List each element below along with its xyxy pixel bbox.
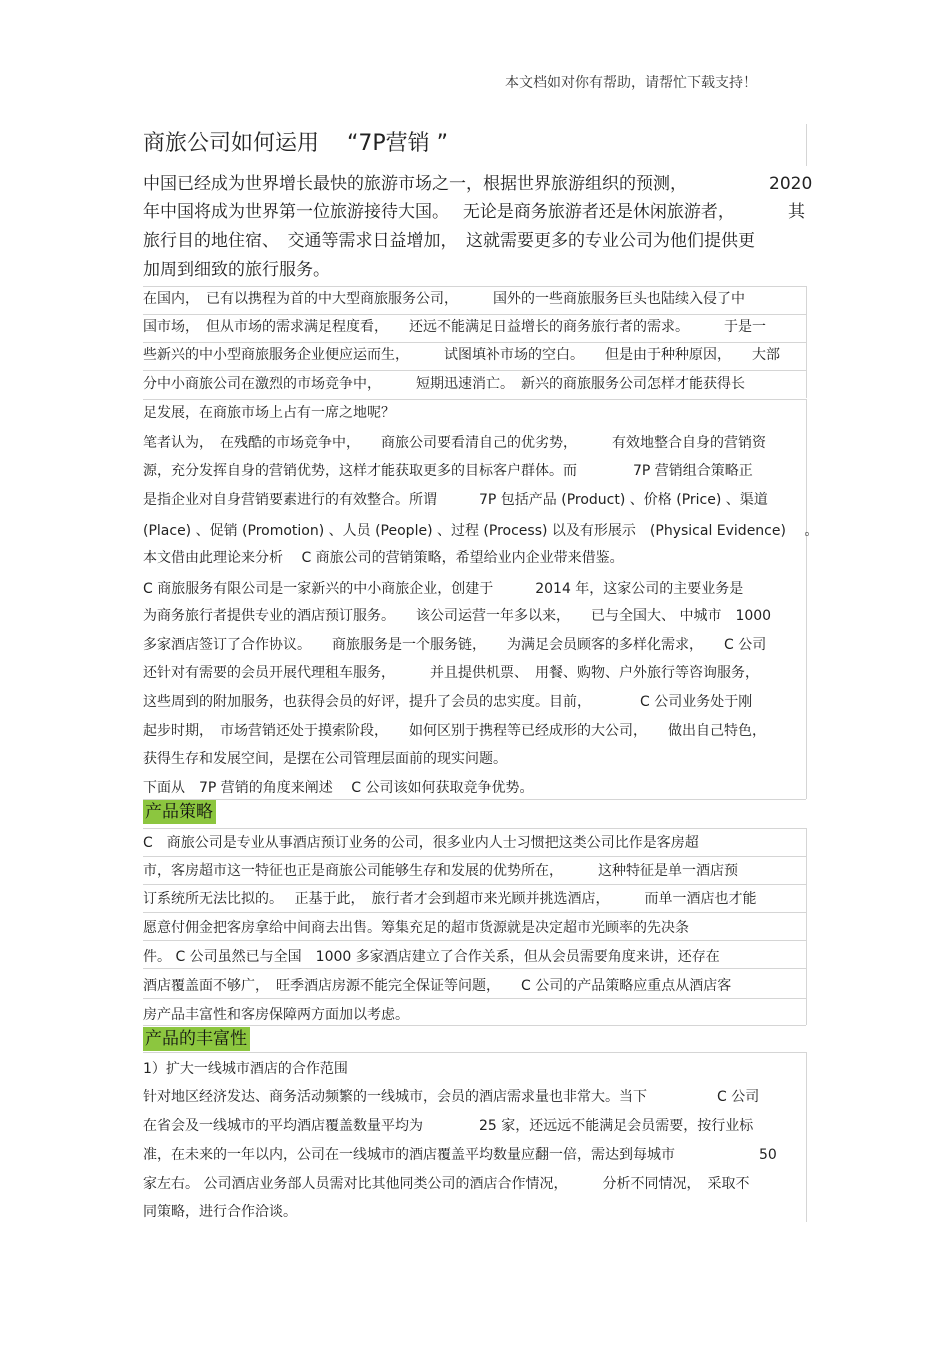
header-note: 本文档如对你有帮助，请帮忙下载支持！	[505, 75, 757, 91]
intro-line: 中国已经成为世界增长最快的旅游市场之一，根据世界旅游组织的预测，	[143, 174, 687, 194]
paragraph-line: 市，客房超市这一特征也正是商旅公司能够生存和发展的优势所在， 这种特征是单一酒店预	[143, 863, 738, 879]
paragraph-line: 这些周到的附加服务，也获得会员的好评，提升了会员的忠实度。目前， C 公司业务处于刚	[143, 694, 753, 710]
paragraph-line: 笔者认为， 在残酷的市场竞争中， 商旅公司要看清自己的优劣势， 有效地整合自身的营销资	[143, 435, 766, 451]
intro-line: 旅行目的地住宿、 交通等需求日益增加， 这就需要更多的专业公司为他们提供更	[143, 231, 755, 251]
paragraph-line: 本文借由此理论来分析 C 商旅公司的营销策略，希望给业内企业带来借鉴。	[143, 550, 624, 566]
section-heading: 产品策略	[143, 800, 216, 824]
paragraph-line: 针对地区经济发达、商务活动频繁的一线城市，会员的酒店需求量也非常大。当下 C 公司	[143, 1089, 760, 1105]
paragraph-line: 房产品丰富性和客房保障两方面加以考虑。	[143, 1007, 409, 1023]
table-border	[806, 399, 807, 799]
table-border	[143, 828, 806, 829]
table-border	[143, 968, 806, 969]
table-border	[143, 314, 806, 315]
paragraph-line: 家左右。 公司酒店业务部人员需对比其他同类公司的酒店合作情况， 分析不同情况， 采取不	[143, 1176, 750, 1192]
table-border	[143, 998, 806, 999]
paragraph-line: 国市场， 但从市场的需求满足程度看， 还远不能满足日益增长的商务旅行者的需求。 于是一	[143, 319, 766, 335]
paragraph-line: 源，充分发挥自身的营销优势，这样才能获取更多的目标客户群体。而 7P 营销组合策略正	[143, 463, 753, 479]
table-border	[806, 124, 807, 166]
paragraph-line: 在省会及一线城市的平均酒店覆盖数量平均为 25 家，还远远不能满足会员需要，按行业标	[143, 1118, 754, 1134]
paragraph-line: 同策略，进行合作洽谈。	[143, 1204, 297, 1220]
paragraph-line: 愿意付佣金把客房拿给中间商去出售。筹集充足的超市货源就是决定超市光顾率的先决条	[143, 920, 689, 936]
title-main: 商旅公司如何运用	[143, 131, 320, 156]
paragraph-line: 足发展，在商旅市场上占有一席之地呢？	[143, 405, 395, 421]
table-border	[143, 1052, 806, 1053]
table-border	[806, 286, 807, 398]
paragraph-line: 还针对有需要的会员开展代理租车服务， 并且提供机票、 用餐、购物、户外旅行等咨询服务，	[143, 665, 759, 681]
table-border	[143, 342, 806, 343]
intro-line: 加周到细致的旅行服务。	[143, 260, 330, 280]
intro-line-end: 2020	[769, 174, 813, 194]
paragraph-line: 多家酒店签订了合作协议。 商旅服务是一个服务链， 为满足会员顾客的多样化需求， C 公司	[143, 637, 767, 653]
paragraph-line: 起步时期， 市场营销还处于摸索阶段， 如何区别于携程等已经成形的大公司， 做出自己特色，	[143, 723, 766, 739]
paragraph-line: 获得生存和发展空间，是摆在公司管理层面前的现实问题。	[143, 751, 507, 767]
title-quote: “7P营销 ”	[347, 131, 449, 156]
table-border	[143, 856, 806, 857]
paragraph-line: 下面从 7P 营销的角度来阐述 C 公司该如何获取竞争优势。	[143, 780, 534, 796]
paragraph-line: 1）扩大一线城市酒店的合作范围	[143, 1061, 348, 1077]
paragraph-line: 件。 C 公司虽然已与全国 1000 多家酒店建立了合作关系，但从会员需要角度来讲，还存在	[143, 949, 720, 965]
paragraph-line: C 商旅公司是专业从事酒店预订业务的公司，很多业内人士习惯把这类公司比作是客房超	[143, 835, 699, 851]
intro-line: 年中国将成为世界第一位旅游接待大国。 无论是商务旅游者还是休闲旅游者，	[143, 202, 735, 222]
table-border	[143, 912, 806, 913]
table-border	[143, 1025, 806, 1026]
table-border	[143, 370, 806, 371]
intro-line-end: 其	[788, 202, 805, 222]
paragraph-line: 是指企业对自身营销要素进行的有效整合。所谓 7P 包括产品 (Product) 、价格 (Price) 、渠道	[143, 492, 768, 508]
document-title	[143, 126, 448, 157]
paragraph-line: 在国内， 已有以携程为首的中大型商旅服务公司， 国外的一些商旅服务巨头也陆续入侵了中	[143, 291, 745, 307]
table-border	[806, 1052, 807, 1222]
table-border	[806, 828, 807, 1025]
table-border	[143, 799, 806, 800]
paragraph-line: 些新兴的中小型商旅服务企业便应运而生， 试图填补市场的空白。 但是由于种种原因， 大部	[143, 347, 780, 363]
paragraph-line: 准，在未来的一年以内，公司在一线城市的酒店覆盖平均数量应翻一倍，需达到每城市 50	[143, 1147, 777, 1163]
paragraph-line: C 商旅服务有限公司是一家新兴的中小商旅企业，创建于 2014 年，这家公司的主要业务是	[143, 581, 744, 597]
table-border	[143, 940, 806, 941]
paragraph-line: 酒店覆盖面不够广， 旺季酒店房源不能完全保证等问题， C 公司的产品策略应重点从酒店客	[143, 978, 732, 994]
table-border	[143, 286, 806, 287]
paragraph-line: 订系统所无法比拟的。 正基于此， 旅行者才会到超市来光顾并挑选酒店， 而单一酒店也才能	[143, 891, 757, 907]
paragraph-line: (Place) 、促销 (Promotion) 、人员 (People) 、过程 (Process) 以及有形展示 (Physical Evidence) 。	[143, 523, 819, 539]
section-heading: 产品的丰富性	[143, 1027, 250, 1051]
paragraph-line: 为商务旅行者提供专业的酒店预订服务。 该公司运营一年多以来， 已与全国大、 中城市 1000	[143, 608, 772, 624]
table-border	[143, 399, 806, 400]
paragraph-line: 分中小商旅公司在激烈的市场竞争中， 短期迅速消亡。 新兴的商旅服务公司怎样才能获得长	[143, 376, 745, 392]
table-border	[143, 884, 806, 885]
